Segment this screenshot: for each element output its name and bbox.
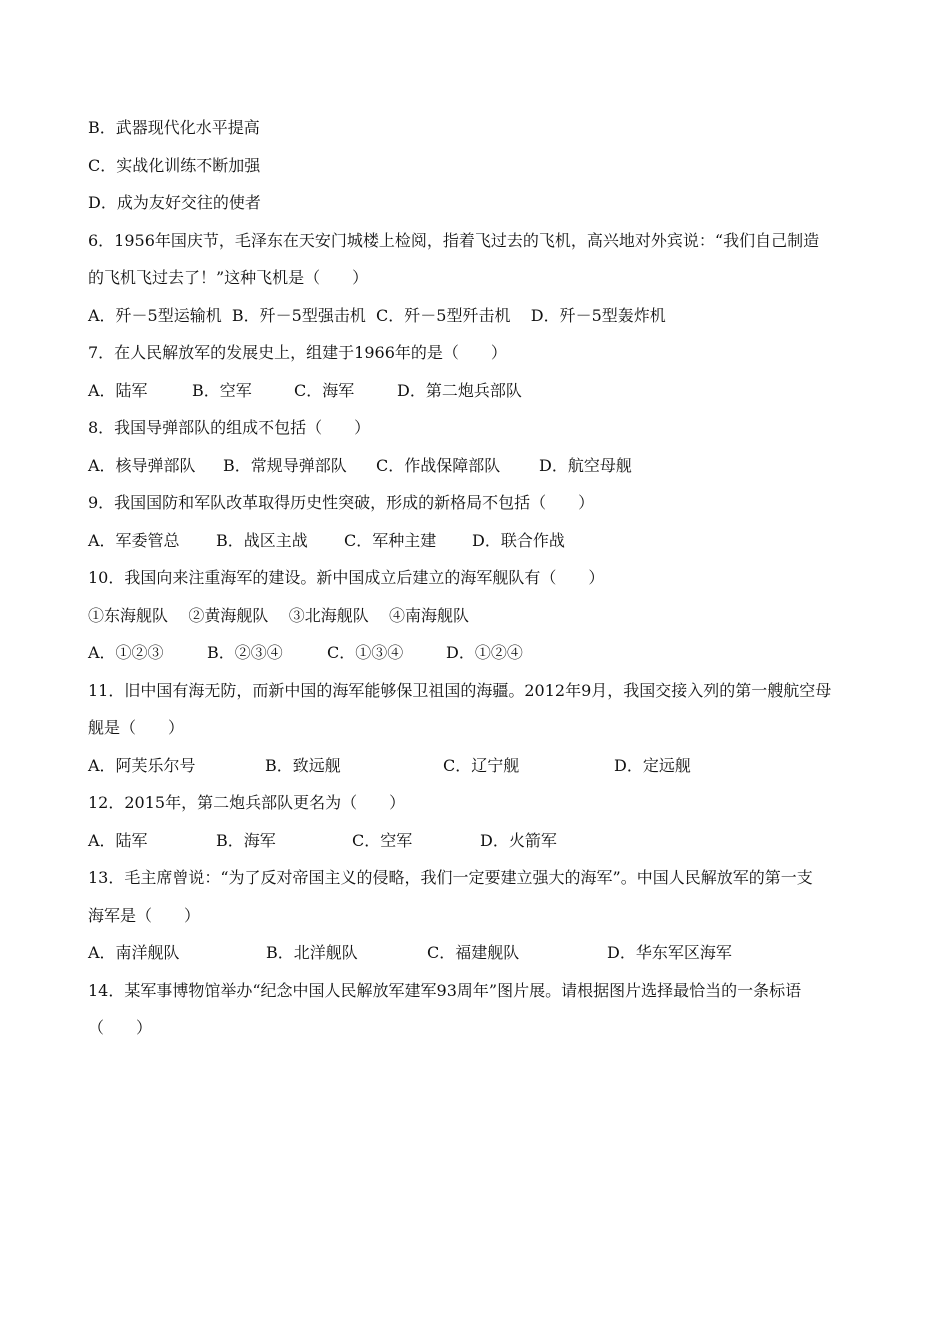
question-7: 7．在人民解放军的发展史上，组建于1966年的是（ ） xyxy=(88,343,507,362)
q12-option-d: D．火箭军 xyxy=(480,831,557,850)
q12-option-b: B．海军 xyxy=(216,831,276,850)
question-10-items: ①东海舰队 ②黄海舰队 ③北海舰队 ④南海舰队 xyxy=(88,606,470,625)
question-14-line-2: （ ） xyxy=(88,1018,153,1037)
option-d-prev: D．成为友好交往的使者 xyxy=(88,193,261,212)
question-10: 10．我国向来注重海军的建设。新中国成立后建立的海军舰队有（ ） xyxy=(88,568,605,587)
q10-option-b: B．②③④ xyxy=(207,643,283,662)
q11-option-d: D．定远舰 xyxy=(614,756,691,775)
question-9: 9．我国国防和军队改革取得历史性突破，形成的新格局不包括（ ） xyxy=(88,493,595,512)
question-8: 8．我国导弹部队的组成不包括（ ） xyxy=(88,418,371,437)
q8-option-b: B．常规导弹部队 xyxy=(223,456,347,475)
q13-option-a: A．南洋舰队 xyxy=(88,943,180,962)
option-b-prev: B．武器现代化水平提高 xyxy=(88,118,260,137)
q7-option-c: C．海军 xyxy=(294,381,355,400)
q7-option-d: D．第二炮兵部队 xyxy=(397,381,522,400)
q10-option-d: D．①②④ xyxy=(446,643,523,662)
q10-option-c: C．①③④ xyxy=(327,643,404,662)
q11-option-a: A．阿芙乐尔号 xyxy=(88,756,196,775)
question-13-line-2: 海军是（ ） xyxy=(88,906,201,925)
q8-option-a: A．核导弹部队 xyxy=(88,456,196,475)
question-6-options: A．歼－5型运输机 B．歼－5型强击机 C．歼－5型歼击机 D．歼－5型轰炸机 xyxy=(88,306,666,325)
q7-option-b: B．空军 xyxy=(192,381,252,400)
option-c-prev: C．实战化训练不断加强 xyxy=(88,156,261,175)
q13-option-c: C．福建舰队 xyxy=(427,943,520,962)
q12-option-c: C．空军 xyxy=(352,831,413,850)
question-11-line-2: 舰是（ ） xyxy=(88,718,185,737)
question-14-line-1: 14．某军事博物馆举办“纪念中国人民解放军建军93周年”图片展。请根据图片选择最恰当的一条标语 xyxy=(88,981,802,1000)
q11-option-b: B．致远舰 xyxy=(265,756,341,775)
question-6-line-2: 的飞机飞过去了！”这种飞机是（ ） xyxy=(88,268,369,287)
q9-option-a: A．军委管总 xyxy=(88,531,180,550)
q9-option-d: D．联合作战 xyxy=(472,531,565,550)
q9-option-c: C．军种主建 xyxy=(344,531,437,550)
question-12: 12．2015年，第二炮兵部队更名为（ ） xyxy=(88,793,406,812)
q8-option-c: C．作战保障部队 xyxy=(376,456,501,475)
q10-option-a: A．①②③ xyxy=(88,643,164,662)
q8-option-d: D．航空母舰 xyxy=(539,456,632,475)
q13-option-b: B．北洋舰队 xyxy=(266,943,358,962)
q7-option-a: A．陆军 xyxy=(88,381,148,400)
question-13-line-1: 13．毛主席曾说：“为了反对帝国主义的侵略，我们一定要建立强大的海军”。中国人民解放军的第一支 xyxy=(88,868,813,887)
q13-option-d: D．华东军区海军 xyxy=(607,943,732,962)
question-6-line-1: 6．1956年国庆节，毛泽东在天安门城楼上检阅，指着飞过去的飞机，高兴地对外宾说：“我们自己制造 xyxy=(88,231,820,250)
q11-option-c: C．辽宁舰 xyxy=(443,756,520,775)
question-11-line-1: 11．旧中国有海无防，而新中国的海军能够保卫祖国的海疆。2012年9月，我国交接入列的第一艘航空母 xyxy=(88,681,832,700)
q9-option-b: B．战区主战 xyxy=(216,531,308,550)
q12-option-a: A．陆军 xyxy=(88,831,148,850)
